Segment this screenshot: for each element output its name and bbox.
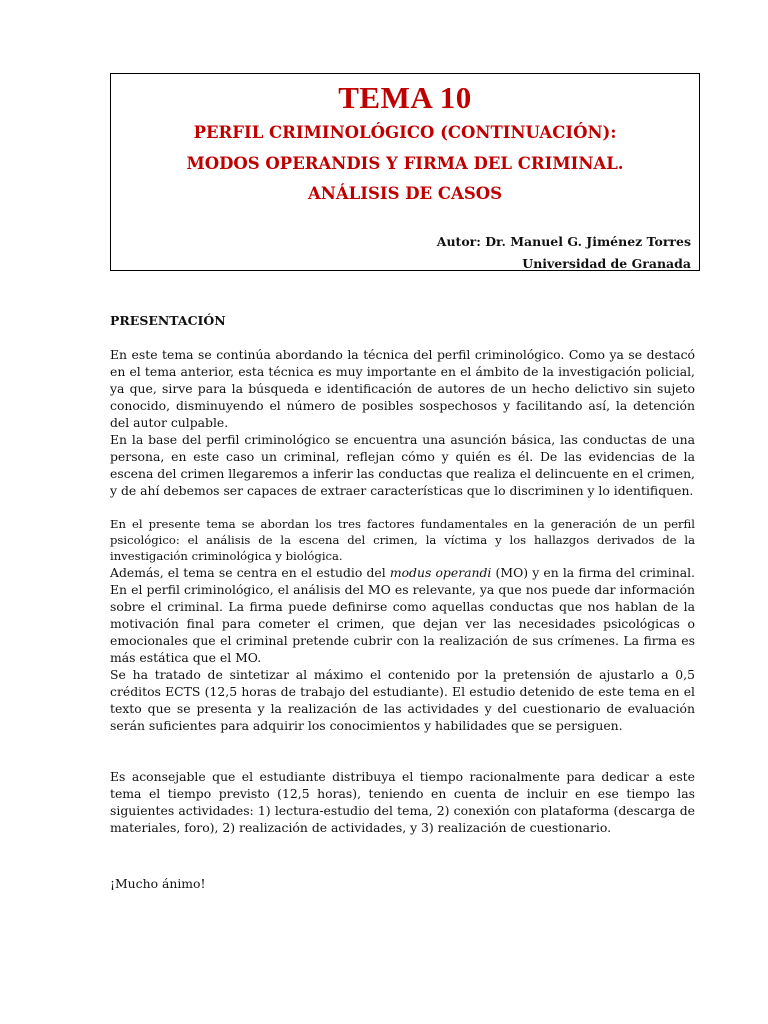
paragraph-5 [110, 666, 695, 734]
closing-text: ¡Mucho ánimo! [110, 876, 206, 891]
subtitle-line-1: PERFIL CRIMINOLÓGICO (CONTINUACIÓN): [193, 123, 617, 142]
topic-title: TEMA 10 [338, 80, 472, 115]
paragraph-1 [110, 346, 695, 431]
subtitle-line-3: ANÁLISIS DE CASOS [307, 184, 503, 203]
paragraph-4-italic: modus operandi [389, 565, 492, 580]
paragraph-4-after: (MO) y en la firma del criminal. En el perfil criminológico, el análisis del MO es relevante, ya que nos puede dar información sobre el criminal. La firma puede definirse como aquellas conductas que nos hablan de la motivación final para cometer el crimen, que dejan ver las necesidades psicológicas o emocionales que el criminal pretende cubrir con la realización de sus crímenes. La firma es más estática que el MO. [110, 565, 695, 665]
paragraph-3-text: En el presente tema se abordan los tres factores fundamentales en la generación de un perfil psicológico: el análisis de la escena del crimen, la víctima y los hallazgos derivados de la investigación criminológica y biológica. [110, 517, 695, 563]
paragraph-4-before: Además, el tema se centra en el estudio del [110, 565, 390, 580]
subtitle-line-2: MODOS OPERANDIS Y FIRMA DEL CRIMINAL. [186, 154, 624, 173]
paragraph-6 [110, 768, 695, 836]
paragraph-3 [110, 516, 695, 564]
university-name: Universidad de Granada [522, 256, 691, 271]
paragraph-2 [110, 431, 695, 499]
paragraph-7 [110, 875, 695, 892]
paragraph-5-text: Se ha tratado de sintetizar al máximo el contenido por la pretensión de ajustarlo a 0,5 créditos ECTS (12,5 horas de trabajo del estudiante). El estudio detenido de este tema en el texto que se presenta y la realización de las actividades y del cuestionario de evaluación serán suficientes para adquirir los conocimientos y habilidades que se persiguen. [110, 667, 695, 733]
paragraph-6-text: Es aconsejable que el estudiante distribuya el tiempo racionalmente para dedicar a este tema el tiempo previsto (12,5 horas), teniendo en cuenta de incluir en ese tiempo las siguientes actividades: 1) lectura-estudio del tema, 2) conexión con plataforma (descarga de materiales, foro), 2) realización de actividades, y 3) realización de cuestionario. [110, 769, 695, 835]
section-heading: PRESENTACIÓN [110, 313, 226, 328]
paragraph-4-text [110, 564, 695, 666]
paragraph-2-text: En la base del perfil criminológico se encuentra una asunción básica, las conductas de una persona, en este caso un criminal, reflejan cómo y quién es él. De las evidencias de la escena del crimen llegaremos a inferir las conductas que realiza el delincuente en el crimen, y de ahí debemos ser capaces de extraer características que lo discriminen y lo identifiquen. [110, 432, 695, 498]
paragraph-4 [110, 564, 695, 666]
paragraph-1-text: En este tema se continúa abordando la técnica del perfil criminológico. Como ya se destacó en el tema anterior, esta técnica es muy importante en el ámbito de la investigación policial, ya que, sirve para la búsqueda e identificación de autores de un hecho delictivo sin sujeto conocido, disminuyendo el número de posibles sospechosos y facilitando así, la detención del autor culpable. [110, 347, 695, 430]
author-name: Autor: Dr. Manuel G. Jiménez Torres [436, 234, 691, 249]
title-box [110, 73, 700, 271]
